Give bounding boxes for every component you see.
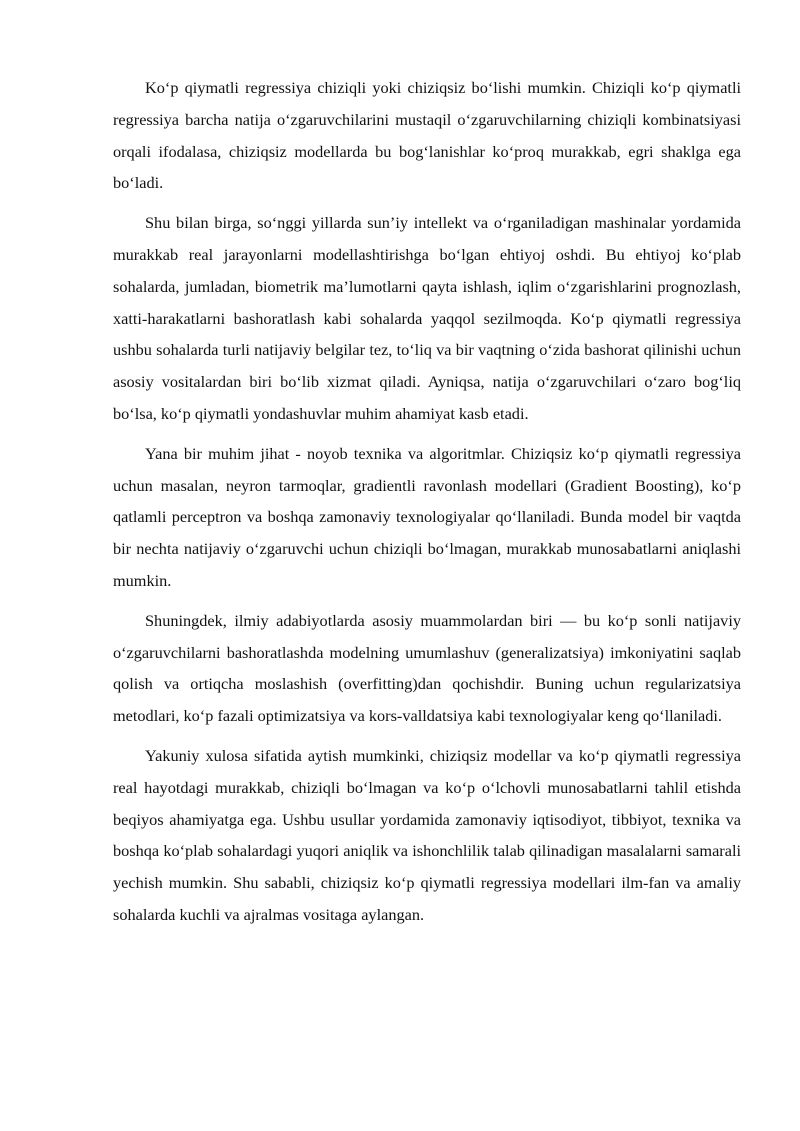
paragraph-3: Yana bir muhim jihat - noyob texnika va algoritmlar. Chiziqsiz ko‘p qiymatli regressiya uchun masalan, neyron tarmoqlar, gradientli ravonlash modellari (Gradient Boosting), ko‘p qatlamli perceptron va boshqa zamonaviy texnologiyalar qo‘llaniladi. Bunda model bir vaqtda bir nechta natijaviy o‘zgaruvchi uchun chiziqli bo‘lmagan, murakkab munosabatlarni aniqlashi mumkin. [113,443,741,590]
paragraph-2: Shu bilan birga, so‘nggi yillarda sun’iy intellekt va o‘rganiladigan mashinalar yordamida murakkab real jarayonlarni modellashtirishga bo‘lgan ehtiyoj oshdi. Bu ehtiyoj ko‘plab sohalarda, jumladan, biometrik ma’lumotlarni qayta ishlash, iqlim o‘zgarishlarini prognozlash, xatti-harakatlarni bashoratlash kabi sohalarda yaqqol sezilmoqda. Ko‘p qiymatli regressiya ushbu sohalarda turli natijaviy belgilar tez, to‘liq va bir vaqtning o‘zida bashorat qilinishi uchun asosiy vositalardan biri bo‘lib xizmat qiladi. Ayniqsa, natija o‘zgaruvchilari o‘zaro bog‘liq bo‘lsa, ko‘p qiymatli yondashuvlar muhim ahamiyat kasb etadi. [113,213,741,423]
document-page [113,72,741,939]
paragraph-1: Ko‘p qiymatli regressiya chiziqli yoki chiziqsiz bo‘lishi mumkin. Chiziqli ko‘p qiymatli regressiya barcha natija o‘zgaruvchilarini mustaqil o‘zgaruvchilarning chiziqli kombinatsiyasi orqali ifodalasa, chiziqsiz modellarda bu bog‘lanishlar ko‘proq murakkab, egri shaklga ega bo‘ladi. [113,78,741,193]
paragraph-5: Yakuniy xulosa sifatida aytish mumkinki, chiziqsiz modellar va ko‘p qiymatli regressiya real hayotdagi murakkab, chiziqli bo‘lmagan va ko‘p o‘lchovli munosabatlarni tahlil etishda beqiyos ahamiyatga ega. Ushbu usullar yordamida zamonaviy iqtisodiyot, tibbiyot, texnika va boshqa ko‘plab sohalardagi yuqori aniqlik va ishonchlilik talab qilinadigan masalalarni samarali yechish mumkin. Shu sababli, chiziqsiz ko‘p qiymatli regressiya modellari ilm-fan va amaliy sohalarda kuchli va ajralmas vositaga aylangan. [113,745,741,924]
paragraph-4: Shuningdek, ilmiy adabiyotlarda asosiy muammolardan biri — bu ko‘p sonli natijaviy o‘zgaruvchilarni bashoratlashda modelning umumlashuv (generalizatsiya) imkoniyatini saqlab qolish va ortiqcha moslashish (overfitting)dan qochishdir. Buning uchun regularizatsiya metodlari, ko‘p fazali optimizatsiya va kors-valldatsiya kabi texnologiyalar keng qo‘llaniladi. [113,610,741,726]
